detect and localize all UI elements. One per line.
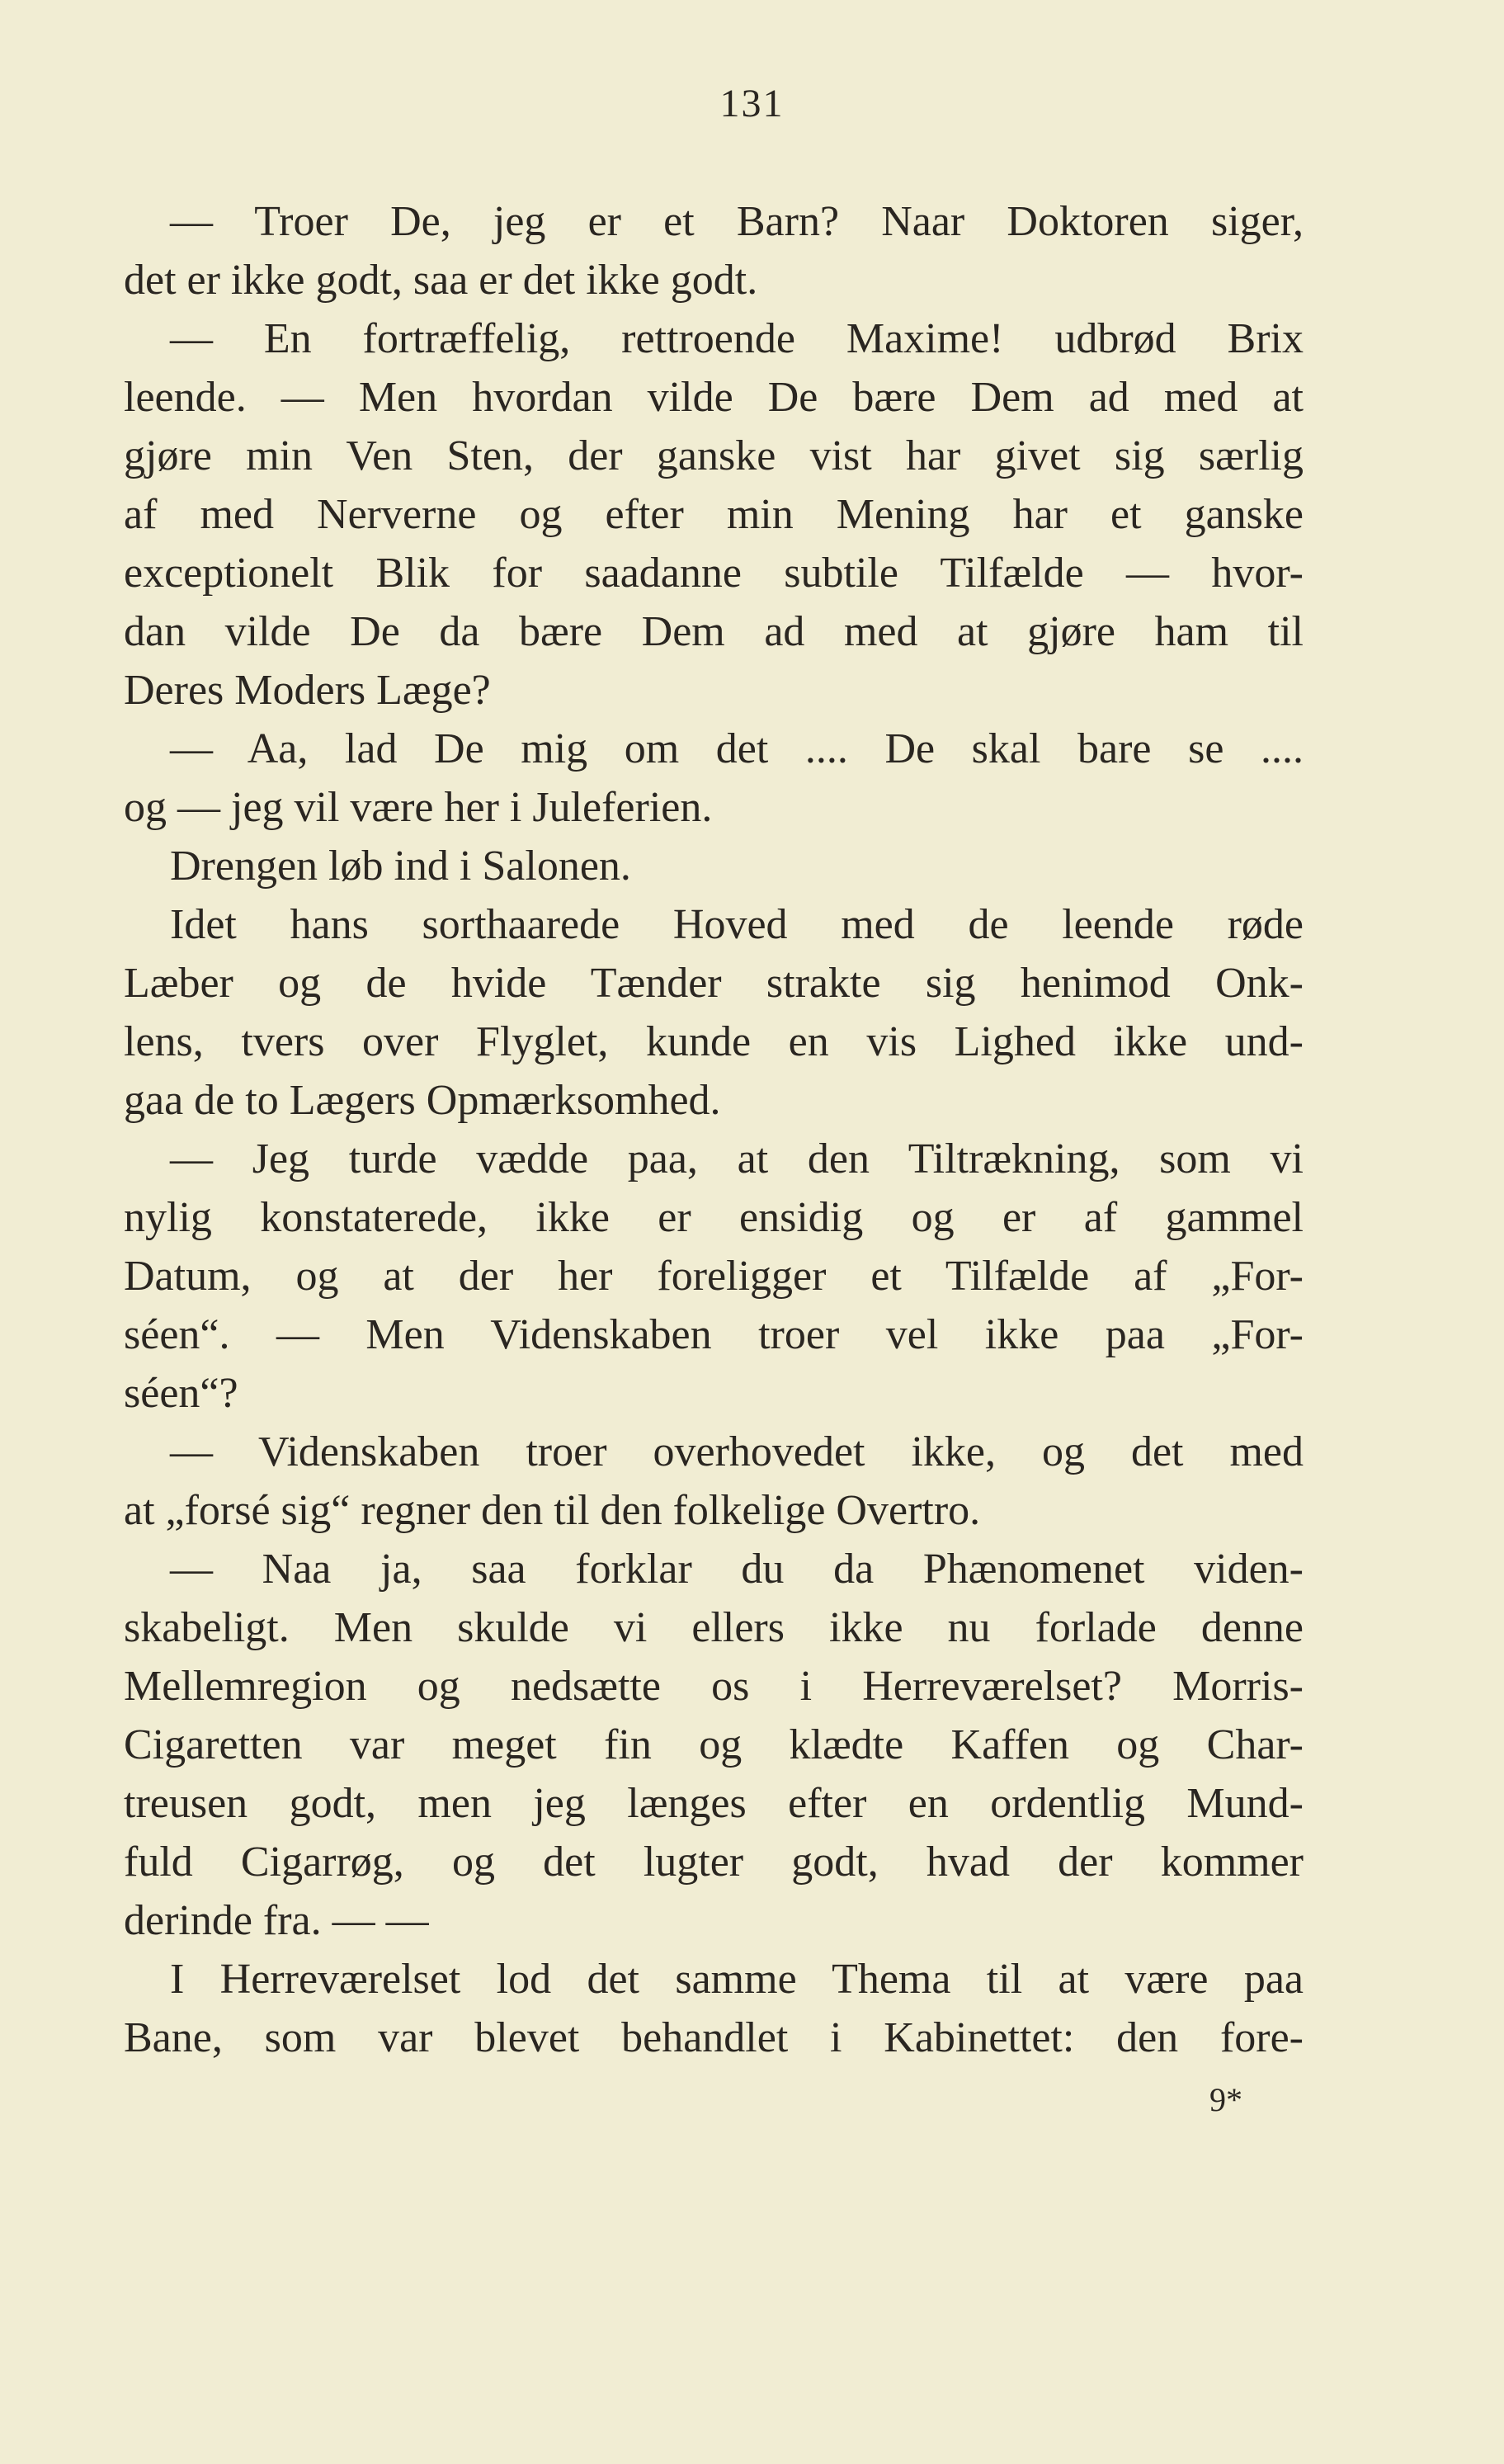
text-line: dan vilde De da bære Dem ad med at gjøre ham til [124,608,1304,655]
text-line: — Naa ja, saa forklar du da Phænomenet viden- [170,1546,1304,1593]
text-line: Datum, og at der her foreligger et Tilfælde af „For- [124,1253,1304,1300]
text-line: nylig konstaterede, ikke er ensidig og er af gammel [124,1194,1304,1241]
text-line: og — jeg vil være her i Juleferien. [124,784,713,831]
text-line: — Troer De, jeg er et Barn? Naar Doktoren siger, [170,198,1304,245]
text-line: af med Nerverne og efter min Mening har et ganske [124,491,1304,538]
text-line: derinde fra. — — [124,1897,429,1944]
text-line: fuld Cigarrøg, og det lugter godt, hvad der kommer [124,1839,1304,1886]
text-line: séen“? [124,1370,238,1417]
text-line: Bane, som var blevet behandlet i Kabinettet: den fore- [124,2014,1304,2061]
text-line: Læber og de hvide Tænder strakte sig henimod Onk- [124,960,1304,1007]
text-line: — En fortræffelig, rettroende Maxime! udbrød Brix [170,315,1304,362]
page-number: 131 [719,82,785,125]
text-line: Deres Moders Læge? [124,667,491,714]
text-line: exceptionelt Blik for saadanne subtile Tilfælde — hvor- [124,550,1304,597]
text-line: at „forsé sig“ regner den til den folkelige Overtro. [124,1487,981,1534]
text-line: Cigaretten var meget fin og klædte Kaffen og Char- [124,1721,1304,1768]
text-line: det er ikke godt, saa er det ikke godt. [124,257,758,304]
text-line: Drengen løb ind i Salonen. [170,843,631,890]
text-line: gjøre min Ven Sten, der ganske vist har givet sig særlig [124,432,1304,479]
text-line: — Videnskaben troer overhovedet ikke, og det med [170,1428,1304,1475]
text-line: lens, tvers over Flyglet, kunde en vis Lighed ikke und- [124,1018,1304,1065]
text-line: treusen godt, men jeg længes efter en ordentlig Mund- [124,1780,1304,1827]
text-line: séen“. — Men Videnskaben troer vel ikke paa „For- [124,1311,1304,1358]
text-line: Idet hans sorthaarede Hoved med de leende røde [170,901,1304,948]
text-line: — Jeg turde vædde paa, at den Tiltrækning, som vi [170,1135,1304,1182]
text-line: leende. — Men hvordan vilde De bære Dem ad med at [124,374,1304,421]
text-line: gaa de to Lægers Opmærksomhed. [124,1077,721,1124]
body-text [124,192,1304,2067]
text-line: — Aa, lad De mig om det .... De skal bare se .... [170,725,1304,772]
text-line: skabeligt. Men skulde vi ellers ikke nu forlade denne [124,1604,1304,1651]
text-line: I Herreværelset lod det samme Thema til at være paa [170,1956,1304,2003]
text-line: Mellemregion og nedsætte os i Herreværelset? Morris- [124,1663,1304,1710]
signature-mark: 9* [1209,2081,1242,2118]
